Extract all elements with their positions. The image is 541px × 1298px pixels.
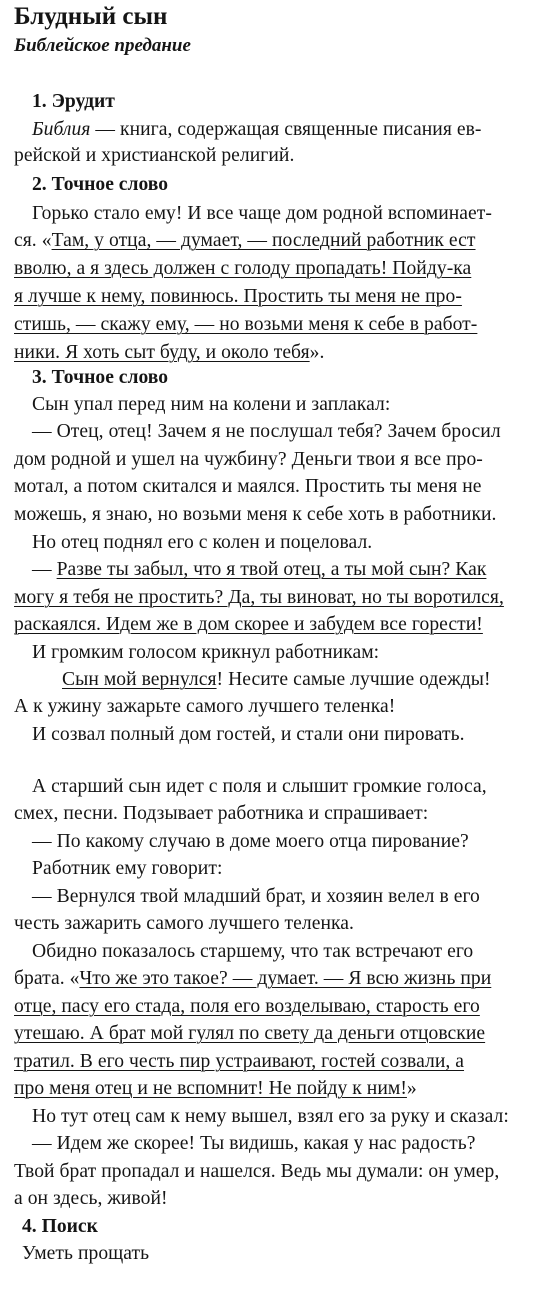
text-line: А к ужину зажарьте самого лучшего теленка!: [14, 696, 396, 717]
text-line: Обидно показалось старшему, что так встречают его: [32, 941, 474, 962]
underlined-quote-line: могу я тебя не простить? Да, ты виноват, но ты воротился,: [14, 587, 504, 608]
underlined-quote-line: стишь, — скажу ему, — но возьми меня к себе в работ-: [14, 314, 478, 335]
text-line: [14, 228, 476, 254]
text-fragment: —: [32, 559, 57, 580]
underlined-quote: Что же это такое? — думает. — Я всю жизнь при: [79, 968, 492, 989]
answer-text: Уметь прощать: [22, 1243, 150, 1264]
text-fragment: ся. «: [14, 230, 52, 251]
text-line: [32, 557, 486, 583]
text-line: мотал, а потом скитался и маялся. Простить ты меня не: [14, 476, 482, 497]
term-bible: Библия: [32, 119, 91, 140]
text-line: [32, 117, 481, 143]
text-line: Твой брат пропадал и нашелся. Ведь мы думали: он умер,: [14, 1161, 500, 1182]
underlined-quote: Разве ты забыл, что я твой отец, а ты мой сын? Как: [56, 559, 487, 580]
text-line: Сын упал перед ним на колени и заплакал:: [32, 394, 391, 415]
text-fragment: ».: [309, 342, 325, 363]
underlined-quote: Сын мой вернулся: [62, 669, 217, 690]
underlined-quote-line: раскаялся. Идем же в дом скорее и забудем все горести!: [14, 614, 483, 635]
text-line: рейской и христианской религий.: [14, 145, 295, 166]
text-line: И громким голосом крикнул работникам:: [32, 642, 380, 663]
underlined-quote: ники. Я хоть сыт буду, и около тебя: [14, 342, 310, 363]
text-fragment: брата. «: [14, 968, 80, 989]
text-line: — Вернулся твой младший брат, и хозяин велел в его: [32, 886, 480, 907]
text-line: Работник ему говорит:: [32, 858, 223, 879]
text-line: смех, песни. Подзывает работника и спрашивает:: [14, 803, 429, 824]
text-line: Горько стало ему! И все чаще дом родной вспоминает-: [32, 203, 492, 224]
text-line: — По какому случаю в доме моего отца пирование?: [32, 831, 469, 852]
section-heading-3: 3. Точное слово: [32, 367, 169, 388]
underlined-quote-line: отце, пасу его стада, поля его возделываю, старость его: [14, 996, 480, 1017]
underlined-quote-line: я лучше к нему, повинюсь. Простить ты меня не про-: [14, 286, 462, 307]
text-line: А старший сын идет с поля и слышит громкие голоса,: [32, 776, 487, 797]
section-heading-4: 4. Поиск: [22, 1216, 98, 1237]
text-line: И созвал полный дом гостей, и стали они пировать.: [32, 724, 465, 745]
text-line: [14, 340, 324, 366]
text-line: [14, 966, 491, 992]
text-fragment: ! Несите самые лучшие одежды!: [216, 669, 491, 690]
text-line: можешь, я знаю, но возьми меня к себе хоть в работники.: [14, 504, 497, 525]
text-line: Но тут отец сам к нему вышел, взял его за руку и сказал:: [32, 1106, 509, 1127]
text-line: [62, 667, 491, 693]
text-line: [14, 1076, 417, 1102]
text-line: а он здесь, живой!: [14, 1188, 168, 1209]
text-fragment: »: [406, 1078, 417, 1099]
underlined-quote-line: утешаю. А брат мой гулял по свету да деньги отцовские: [14, 1023, 486, 1044]
text-line: Но отец поднял его с колен и поцеловал.: [32, 532, 373, 553]
page-title: Блудный сын: [14, 3, 168, 30]
text-line: — Идем же скорее! Ты видишь, какая у нас радость?: [32, 1133, 476, 1154]
underlined-quote-line: тратил. В его честь пир устраивают, гостей созвали, а: [14, 1051, 465, 1072]
section-heading-2: 2. Точное слово: [32, 174, 169, 195]
underlined-quote: Там, у отца, — думает, — последний работник ест: [51, 230, 476, 251]
text-line: честь зажарить самого лучшего теленка.: [14, 913, 354, 934]
text-line: — Отец, отец! Зачем я не послушал тебя? Зачем бросил: [32, 421, 501, 442]
section-heading-1: 1. Эрудит: [32, 91, 115, 112]
text-fragment: — книга, содержащая священные писания ев-: [90, 119, 482, 140]
page-subtitle: Библейское предание: [14, 35, 191, 56]
text-line: дом родной и ушел на чужбину? Деньги твои я все про-: [14, 449, 483, 470]
underlined-quote: про меня отец и не вспомнит! Не пойду к ним!: [14, 1078, 407, 1099]
underlined-quote-line: вволю, а я здесь должен с голоду пропадать! Пойду-ка: [14, 258, 472, 279]
